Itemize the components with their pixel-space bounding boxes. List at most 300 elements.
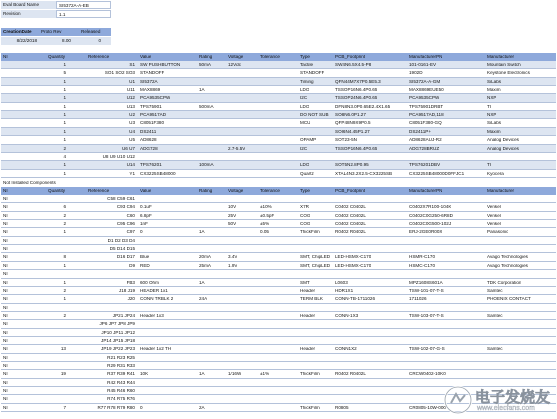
- cell-ni: NI: [3, 255, 8, 260]
- cell-type: ThickFilm: [300, 372, 320, 377]
- cell-tolerance: ±0.5pF: [260, 213, 275, 218]
- cell-reference: C93 C94: [116, 205, 135, 210]
- cell-manufacturerpn: MPZ1608S601A: [409, 280, 443, 285]
- cell-ni: NI: [3, 263, 8, 268]
- cell-type: OPAMP: [300, 138, 317, 143]
- cell-manufacturer: SiLabs: [487, 121, 502, 126]
- released-value: 0: [79, 37, 111, 45]
- cell-type: TERM BLK: [300, 297, 323, 302]
- cell-value: TPS76201: [140, 163, 162, 168]
- elecfans-logo-icon: [443, 385, 473, 415]
- cell-reference: JP10 JP11 JP12: [101, 330, 135, 335]
- cell-type: Tactile: [300, 63, 314, 67]
- cell-reference: R42 R43 R44: [107, 380, 135, 385]
- column-header-tolerance[interactable]: Tolerance: [260, 189, 280, 193]
- cell-type: I2C: [300, 96, 308, 101]
- cell-reference: R29 R31 R33: [107, 364, 135, 368]
- cell-value: ADG728: [140, 146, 158, 151]
- cell-rating: 1A: [199, 372, 205, 377]
- column-header-rating[interactable]: Rating: [199, 55, 213, 59]
- cell-quantity: 1: [63, 163, 66, 168]
- cell-ni: NI: [3, 405, 8, 410]
- cell-reference: D9: [129, 263, 135, 268]
- column-header-type[interactable]: Type: [300, 55, 310, 59]
- cell-type: MCU: [300, 121, 311, 126]
- cell-ni: NI: [3, 288, 8, 293]
- row-divider: [1, 328, 556, 329]
- cell-manufacturerpn: C0402C0G250-6R8D: [409, 213, 453, 218]
- cell-ni: NI: [3, 397, 8, 402]
- cell-quantity: 1: [63, 113, 66, 118]
- cell-value: PCA9535CPW: [140, 96, 171, 101]
- cell-type: STANDOFF: [300, 71, 325, 76]
- revision-label: Revision: [1, 10, 56, 18]
- cell-ni: NI: [3, 330, 8, 335]
- cell-voltage: 12Vdc: [228, 63, 242, 67]
- column-header-voltage[interactable]: Voltage: [228, 55, 244, 59]
- cell-value: 600 Ohm: [140, 280, 159, 285]
- cell-quantity: 1: [63, 280, 66, 285]
- cell-rating: 1A: [199, 88, 205, 93]
- cell-quantity: 2: [63, 222, 66, 227]
- cell-voltage: 25V: [228, 213, 237, 218]
- column-header-value[interactable]: Value: [140, 55, 152, 59]
- cell-rating: 20mA: [199, 255, 212, 260]
- cell-reference: U12: [126, 96, 135, 101]
- cell-reference: JP6 JP7 JP8 JP9: [99, 322, 135, 327]
- creation-date-value: 8/22/2018: [1, 37, 39, 45]
- row-divider: [1, 202, 556, 203]
- cell-manufacturerpn: 101-0161-EV: [409, 63, 437, 67]
- cell-reference: R45 R46 R60: [107, 389, 135, 394]
- column-header-pcb-footprint[interactable]: PCB_Footprint: [335, 55, 366, 59]
- cell-reference: S1: [129, 63, 135, 67]
- cell-manufacturerpn: TSW-102-07-G-S: [409, 347, 445, 352]
- cell-manufacturer: Venkel: [487, 222, 501, 227]
- cell-value: 0.1uF: [140, 205, 152, 210]
- row-divider: [1, 344, 556, 345]
- cell-manufacturerpn: 1711026: [409, 297, 427, 302]
- cell-tolerance: 0.05: [260, 230, 269, 235]
- cell-value: PCA9517AD: [140, 113, 167, 118]
- row-divider: [1, 353, 556, 354]
- cell-ni: NI: [3, 272, 8, 277]
- cell-tolerance: ±5%: [260, 222, 270, 227]
- cell-value: 1nF: [140, 222, 148, 227]
- cell-type: Header: [300, 288, 316, 293]
- cell-manufacturerpn: PCA9535CPW: [409, 96, 440, 101]
- cell-quantity: 5: [63, 71, 66, 76]
- cell-voltage: 50V: [228, 222, 237, 227]
- cell-reference: JP19 JP22 JP23: [101, 347, 135, 352]
- cell-ni: NI: [3, 280, 8, 285]
- cell-pcb-footprint: C0402 C0402L: [335, 213, 366, 218]
- cell-manufacturer: Samtec: [487, 288, 503, 293]
- cell-pcb-footprint: C0402 C0402L: [335, 205, 366, 210]
- cell-manufacturerpn: TSW-101-07-T-S: [409, 288, 444, 293]
- cell-reference: U8 U9 U10 U12: [102, 154, 135, 159]
- cell-pcb-footprint: QFP48N9X9P0.5: [335, 121, 371, 126]
- cell-quantity: 1: [63, 263, 66, 268]
- cell-type: COG: [300, 222, 311, 227]
- cell-manufacturerpn: PCA9517AD,118: [409, 113, 444, 118]
- cell-ni: NI: [3, 380, 8, 385]
- cell-value: CX3225SB48000: [140, 171, 176, 176]
- cell-quantity: 7: [63, 405, 66, 410]
- row-divider: [1, 269, 556, 270]
- cell-value: RED: [140, 263, 150, 268]
- cell-rating: 24A: [199, 297, 208, 302]
- cell-manufacturerpn: MAX8869EUE50: [409, 88, 444, 93]
- cell-reference: R21 R23 R25: [107, 355, 135, 360]
- cell-manufacturer: Panasonic: [487, 230, 509, 235]
- cell-quantity: 8: [63, 255, 66, 260]
- cell-value: AD8628: [140, 138, 157, 143]
- cell-value: CONN TRBLK 2: [140, 297, 174, 302]
- cell-pcb-footprint: R0402 R0402L: [335, 372, 366, 377]
- cell-voltage: 2.7-5.5V: [228, 146, 246, 151]
- cell-reference: U14: [126, 163, 135, 168]
- cell-manufacturerpn: SI5372A-A-GM: [409, 79, 441, 84]
- column-header-pcb-footprint[interactable]: PCB_Footprint: [335, 189, 366, 193]
- cell-manufacturer: Kyocera: [487, 171, 504, 176]
- cell-pcb-footprint: L0603: [335, 280, 348, 285]
- cell-value: 0: [140, 230, 143, 235]
- cell-ni: NI: [3, 197, 8, 201]
- cell-manufacturer: Venkel: [487, 213, 501, 218]
- cell-reference: U1: [129, 79, 135, 84]
- cell-ni: NI: [3, 364, 8, 368]
- cell-type: LDO: [300, 163, 310, 168]
- cell-manufacturerpn: ADG728BRUZ: [409, 146, 440, 151]
- column-header-quantity[interactable]: Quantity: [48, 189, 66, 193]
- cell-reference: U2: [129, 113, 135, 118]
- cell-quantity: 1: [63, 138, 66, 143]
- cell-manufacturerpn: TSW-103-07-T-S: [409, 313, 444, 318]
- cell-pcb-footprint: R0805: [335, 405, 349, 410]
- cell-reference: U4: [129, 129, 135, 134]
- cell-voltage: 1.9V: [228, 263, 238, 268]
- cell-ni: NI: [3, 355, 8, 360]
- row-divider: [1, 336, 556, 337]
- cell-manufacturerpn: AD8628AUJ-R2: [409, 138, 442, 143]
- row-divider: [1, 311, 556, 312]
- row-divider: [1, 227, 556, 228]
- row-divider: [1, 361, 556, 362]
- cell-manufacturer: Keystone Electronics: [487, 71, 530, 76]
- cell-quantity: 13: [60, 347, 66, 352]
- cell-type: LDO: [300, 104, 310, 109]
- row-divider: [1, 261, 556, 262]
- cell-value: SW PUSHBUTTON: [140, 63, 181, 67]
- cell-reference: FB3: [126, 280, 135, 285]
- row-divider: [1, 252, 556, 253]
- cell-pcb-footprint: SO8N6.0P1.27: [335, 113, 366, 118]
- row-divider: [1, 278, 556, 279]
- cell-quantity: 2: [63, 213, 66, 218]
- cell-ni: NI: [3, 297, 8, 302]
- column-header-ni[interactable]: NI: [3, 55, 8, 59]
- column-header-voltage[interactable]: Voltage: [228, 189, 244, 193]
- cell-ni: NI: [3, 347, 8, 352]
- cell-value: 6.8pF: [140, 213, 152, 218]
- cell-pcb-footprint: TSSOP24N6.4P0.65: [335, 96, 378, 101]
- watermark-brand-url: www.elecfans.com: [477, 405, 535, 412]
- creation-date-label: CreationDate: [1, 28, 39, 36]
- cell-value: Blue: [140, 255, 150, 260]
- revision-value: 1.1: [56, 10, 111, 18]
- cell-manufacturer: SiLabs: [487, 79, 502, 84]
- cell-pcb-footprint: QFN44M7X7P0.5E5.3: [335, 79, 381, 84]
- column-header-quantity[interactable]: Quantity: [48, 55, 66, 59]
- cell-reference: U6 U7: [121, 146, 135, 151]
- cell-manufacturerpn: HSMR-C170: [409, 255, 436, 260]
- row-divider: [1, 378, 556, 379]
- released-label: Released: [79, 28, 111, 36]
- cell-manufacturerpn: 1902D: [409, 71, 423, 76]
- cell-quantity: 1: [63, 63, 66, 67]
- cell-manufacturer: Mountain Switch: [487, 63, 521, 67]
- column-header-manufacturer[interactable]: Manufacturer: [487, 55, 515, 59]
- cell-tolerance: ±10%: [260, 205, 272, 210]
- cell-value: 0: [140, 405, 143, 410]
- cell-rating: 100mA: [199, 163, 214, 168]
- column-header-value[interactable]: Value: [140, 189, 152, 193]
- cell-ni: NI: [3, 313, 8, 318]
- cell-ni: NI: [3, 338, 8, 343]
- cell-tolerance: ±1%: [260, 372, 270, 377]
- proto-rev-label: Proto Rev: [39, 28, 79, 36]
- cell-pcb-footprint: SOI6N4.45P1.27: [335, 129, 370, 134]
- cell-type: Header: [300, 313, 316, 318]
- cell-manufacturer: PHOENIX CONTACT: [487, 297, 531, 302]
- cell-value: 10K: [140, 372, 149, 377]
- cell-quantity: 2: [63, 313, 66, 318]
- cell-reference: R74 R75 R76: [107, 397, 135, 402]
- cell-type: X7R: [300, 205, 309, 210]
- cell-type: SMT, ChipLED: [300, 263, 331, 268]
- cell-ni: NI: [3, 238, 8, 243]
- cell-quantity: 1: [63, 121, 66, 126]
- cell-manufacturerpn: TPS75901DRBT: [409, 104, 444, 109]
- cell-manufacturer: NXP: [487, 113, 497, 118]
- cell-rating: 1A: [199, 230, 205, 235]
- cell-manufacturerpn: C8051F380-GQ: [409, 121, 442, 126]
- cell-manufacturerpn: DS2411P+: [409, 129, 432, 134]
- cell-manufacturerpn: C0402X7R100-104K: [409, 205, 452, 210]
- cell-pcb-footprint: CONN-TB-1711026: [335, 297, 375, 302]
- cell-reference: U13: [126, 104, 135, 109]
- cell-quantity: 19: [60, 372, 66, 377]
- cell-type: ThickFilm: [300, 405, 320, 410]
- cell-pcb-footprint: TSSOP16N6.4P0.65: [335, 146, 378, 151]
- column-header-manufacturerpn[interactable]: ManufacturerPN: [409, 189, 443, 193]
- cell-quantity: 1: [63, 79, 66, 84]
- column-header-reference[interactable]: Reference: [88, 189, 110, 193]
- cell-reference: R37 R39 R41: [107, 372, 135, 377]
- cell-quantity: 1: [63, 297, 66, 302]
- cell-ni: NI: [3, 322, 8, 327]
- cell-voltage: 3.4V: [228, 255, 238, 260]
- cell-reference: SO1 SO2 SO3: [104, 71, 135, 76]
- cell-reference: Y1: [129, 171, 135, 176]
- cell-type: SMT, ChipLED: [300, 255, 331, 260]
- cell-pcb-footprint: DFN8N3.0P0.65E2.4X1.65: [335, 104, 391, 109]
- column-header-tolerance[interactable]: Tolerance: [260, 55, 280, 59]
- cell-rating: 500mA: [199, 104, 214, 109]
- cell-manufacturer: Venkel: [487, 205, 501, 210]
- cell-reference: D5 D14 D15: [109, 247, 135, 252]
- row-divider: [1, 294, 556, 295]
- cell-manufacturerpn: TPS76201DBV: [409, 163, 441, 168]
- cell-value: Header 1x2 TH: [140, 347, 172, 352]
- cell-pcb-footprint: XTAL4N3.2X2.5-CX3225SB: [335, 171, 393, 176]
- row-divider: [1, 244, 556, 245]
- cell-ni: NI: [3, 372, 8, 377]
- cell-manufacturerpn: CR0805-10W-000: [409, 405, 446, 410]
- cell-manufacturer: Analog Devices: [487, 138, 519, 143]
- column-header-type[interactable]: Type: [300, 189, 310, 193]
- cell-quantity: 2: [63, 146, 66, 151]
- cell-quantity: 1: [63, 88, 66, 93]
- cell-type: DO NOT SUB: [300, 113, 329, 118]
- cell-quantity: 1: [63, 230, 66, 235]
- cell-value: SI5372A: [140, 79, 158, 84]
- cell-ni: NI: [3, 389, 8, 394]
- column-header-reference[interactable]: Reference: [88, 55, 110, 59]
- row-divider: [1, 319, 556, 320]
- elecfans-watermark: [443, 383, 553, 417]
- cell-quantity: 4: [63, 154, 66, 159]
- cell-reference: JP21 JP24: [112, 313, 135, 318]
- cell-manufacturerpn: ERJ-2GE0R00X: [409, 230, 443, 235]
- cell-value: STANDOFF: [140, 71, 165, 76]
- cell-quantity: 6: [63, 205, 66, 210]
- row-divider: [1, 211, 556, 212]
- cell-manufacturer: Analog Devices: [487, 146, 519, 151]
- cell-rating: 2A: [199, 405, 205, 410]
- cell-type: Header: [300, 347, 316, 352]
- cell-voltage: 1/16W: [228, 372, 242, 377]
- cell-rating: 50mA: [199, 63, 212, 67]
- cell-manufacturerpn: CX3225SB48000D0FFJC1: [409, 171, 465, 176]
- cell-value: HEADER 1x1: [140, 288, 168, 293]
- not-installed-title: Not Installed Components: [3, 181, 56, 185]
- cell-ni: NI: [3, 205, 8, 210]
- cell-type: ThickFilm: [300, 230, 320, 235]
- cell-reference: J18 J19: [118, 288, 135, 293]
- cell-reference: C58 C59 C61: [107, 197, 135, 201]
- cell-reference: C95 C96: [116, 222, 135, 227]
- cell-pcb-footprint: TSSOP16N6.4P0.65: [335, 88, 378, 93]
- cell-ni: NI: [3, 213, 8, 218]
- row-divider: [1, 219, 556, 220]
- cell-type: Quartz: [300, 171, 314, 176]
- cell-reference: U5: [129, 138, 135, 143]
- cell-reference: R77 R78 R79 R80: [97, 405, 135, 410]
- row-divider: [1, 286, 556, 287]
- cell-manufacturerpn: HSMC-C170: [409, 263, 436, 268]
- eval-board-label: Eval Board Name: [1, 1, 56, 9]
- cell-pcb-footprint: LED-HSMX-C170: [335, 263, 372, 268]
- cell-manufacturer: Maxim: [487, 88, 501, 93]
- cell-reference: C60: [126, 213, 135, 218]
- cell-reference: J20: [127, 297, 135, 302]
- cell-manufacturer: TI: [487, 104, 492, 109]
- cell-reference: U3: [129, 121, 135, 126]
- cell-pcb-footprint: SW4N6.5X4.5-P8: [335, 63, 372, 67]
- cell-pcb-footprint: CONN1X2: [335, 347, 357, 352]
- cell-quantity: 1: [63, 96, 66, 101]
- cell-reference: JP14 JP15 JP18: [101, 338, 135, 343]
- cell-manufacturer: Avago Technologies: [487, 263, 528, 268]
- row-divider: [1, 236, 556, 237]
- cell-voltage: 10V: [228, 205, 237, 210]
- cell-manufacturer: Avago Technologies: [487, 255, 528, 260]
- cell-pcb-footprint: SOT5N2.8P0.95: [335, 163, 369, 168]
- cell-reference: D1 D2 D3 D4: [107, 238, 135, 243]
- cell-manufacturerpn: CRCW0402-10K0: [409, 372, 446, 377]
- cell-pcb-footprint: R0402 R0402L: [335, 230, 366, 235]
- cell-manufacturer: Samtec: [487, 313, 503, 318]
- cell-pcb-footprint: C0402 C0402L: [335, 222, 366, 227]
- cell-quantity: 1: [63, 104, 66, 109]
- cell-pcb-footprint: SOT23-5N: [335, 138, 357, 143]
- cell-value: DS2411: [140, 129, 157, 134]
- cell-manufacturer: NXP: [487, 96, 497, 101]
- cell-manufacturer: TDK Corporation: [487, 280, 522, 285]
- row-divider: [1, 369, 556, 370]
- cell-value: TPS75901: [140, 104, 162, 109]
- cell-quantity: 1: [63, 171, 66, 176]
- proto-rev-value: 8.00: [39, 37, 79, 45]
- cell-reference: U11: [126, 88, 135, 93]
- cell-pcb-footprint: LED-HSMX-C170: [335, 255, 372, 260]
- cell-manufacturer: TI: [487, 163, 492, 168]
- cell-reference: D16 D17: [116, 255, 135, 260]
- cell-ni: NI: [3, 305, 8, 310]
- cell-pcb-footprint: CONN-1X3: [335, 313, 359, 318]
- cell-quantity: 2: [63, 288, 66, 293]
- column-header-rating[interactable]: Rating: [199, 189, 213, 193]
- cell-value: Header 1x3: [140, 313, 164, 318]
- cell-type: Timing: [300, 79, 314, 84]
- cell-manufacturer: Samtec: [487, 347, 503, 352]
- cell-rating: 1A: [199, 280, 205, 285]
- row-divider: [1, 303, 556, 304]
- cell-pcb-footprint: HDR1X1: [335, 288, 354, 293]
- cell-type: SMT: [300, 280, 310, 285]
- cell-quantity: 1: [63, 129, 66, 134]
- cell-value: MAX8869: [140, 88, 161, 93]
- cell-manufacturerpn: C0402C0G500-102J: [409, 222, 452, 227]
- eval-board-value: SI5372A-A-EB: [56, 1, 111, 9]
- cell-type: LDO: [300, 88, 310, 93]
- cell-manufacturer: Maxim: [487, 129, 501, 134]
- column-header-manufacturerpn[interactable]: ManufacturerPN: [409, 55, 443, 59]
- cell-ni: NI: [3, 222, 8, 227]
- cell-ni: NI: [3, 247, 8, 252]
- cell-type: I2C: [300, 146, 308, 151]
- cell-reference: C97: [126, 230, 135, 235]
- cell-type: COG: [300, 213, 311, 218]
- column-header-manufacturer[interactable]: Manufacturer: [487, 189, 515, 193]
- cell-ni: NI: [3, 230, 8, 235]
- cell-rating: 25mA: [199, 263, 212, 268]
- watermark-brand-cn: 电子发烧友: [475, 388, 551, 406]
- column-header-ni[interactable]: NI: [3, 189, 8, 193]
- cell-value: C8051F380: [140, 121, 165, 126]
